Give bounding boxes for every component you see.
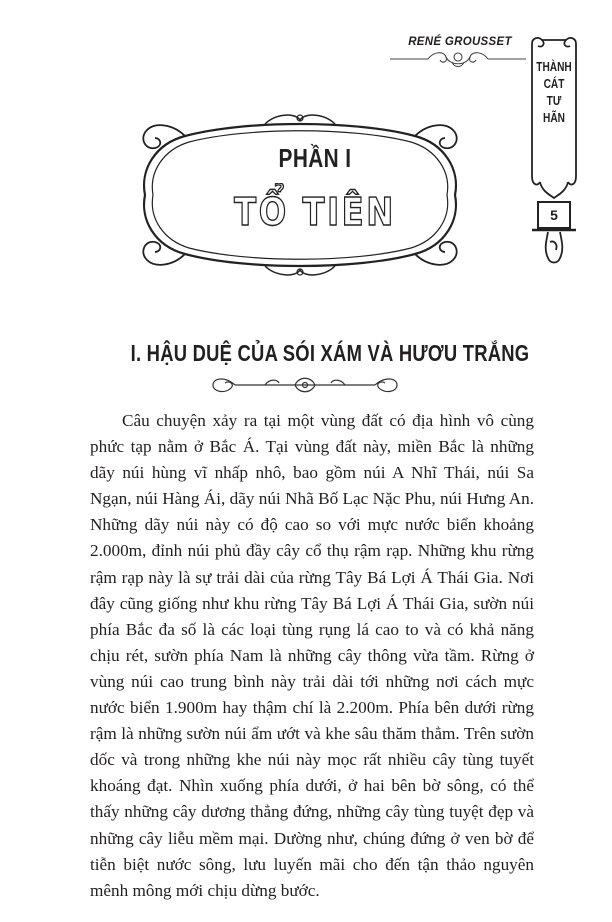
body-text xyxy=(90,408,534,904)
part-title: TỔ TIÊN xyxy=(234,190,396,234)
side-book-title xyxy=(536,58,572,126)
section-divider-ornament xyxy=(205,370,405,400)
side-title-line: CÁT xyxy=(543,76,565,91)
side-title-line: HÃN xyxy=(543,110,565,125)
page-number: 5 xyxy=(550,207,558,223)
side-title-line: TƯ xyxy=(546,93,562,108)
side-title-line: THÀNH xyxy=(536,59,572,74)
running-header-author: RENÉ GROUSSET xyxy=(408,36,512,48)
header-ornament xyxy=(388,48,528,70)
part-label: PHẦN I xyxy=(278,143,352,173)
body-paragraph: Câu chuyện xảy ra tại một vùng đất có địa hình vô cùng phức tạp nằm ở Bắc Á. Tại vùng đất này, miền Bắc là những dãy núi hùng vĩ nhấp nhô, bao gồm núi A Nhĩ Thái, núi Sa Ngạn, núi Hàng Ái, dãy núi Nhã Bố Lạc Nặc Phu, núi Hưng An. Những dãy núi này có độ cao so với mực nước biển khoảng 2.000m, đỉnh núi phủ đầy cây cổ thụ rậm rạp. Những khu rừng rậm rạp này là sự trải dài của rừng Tây Bá Lợi Á Thái Gia. Nơi đây cũng giống như khu rừng Tây Bá Lợi Á Thái Gia, sườn núi phía Bắc đa số là các loại tùng rụng lá cao to và có khả năng chịu rét, sườn phía Nam là những cây thông vừa tầm. Rừng ở vùng núi cao trung bình này trải dài tới những nơi cách mực nước biển 1.900m hay thậm chí là 2.200m. Phía bên dưới rừng rậm là những sườn núi ẩm ướt và khe sâu thăm thẳm. Trên sườn dốc và trong những khe núi này mọc rất nhiều cây tùng tuyết khoáng đạt. Nhìn xuống phía dưới, ở hai bên bờ sông, có thể thấy những cây dương thẳng đứng, những cây tùng tuyệt đẹp và những cây liễu mềm mại. Dường như, chúng đứng ở ven bờ để tiễn biệt nước sông, lưu luyến mãi cho đến tận thảo nguyên mênh mông mới chịu dừng bước. xyxy=(90,411,534,900)
section-title: I. HẬU DUỆ CỦA SÓI XÁM VÀ HƯƠU TRẮNG xyxy=(130,340,530,366)
